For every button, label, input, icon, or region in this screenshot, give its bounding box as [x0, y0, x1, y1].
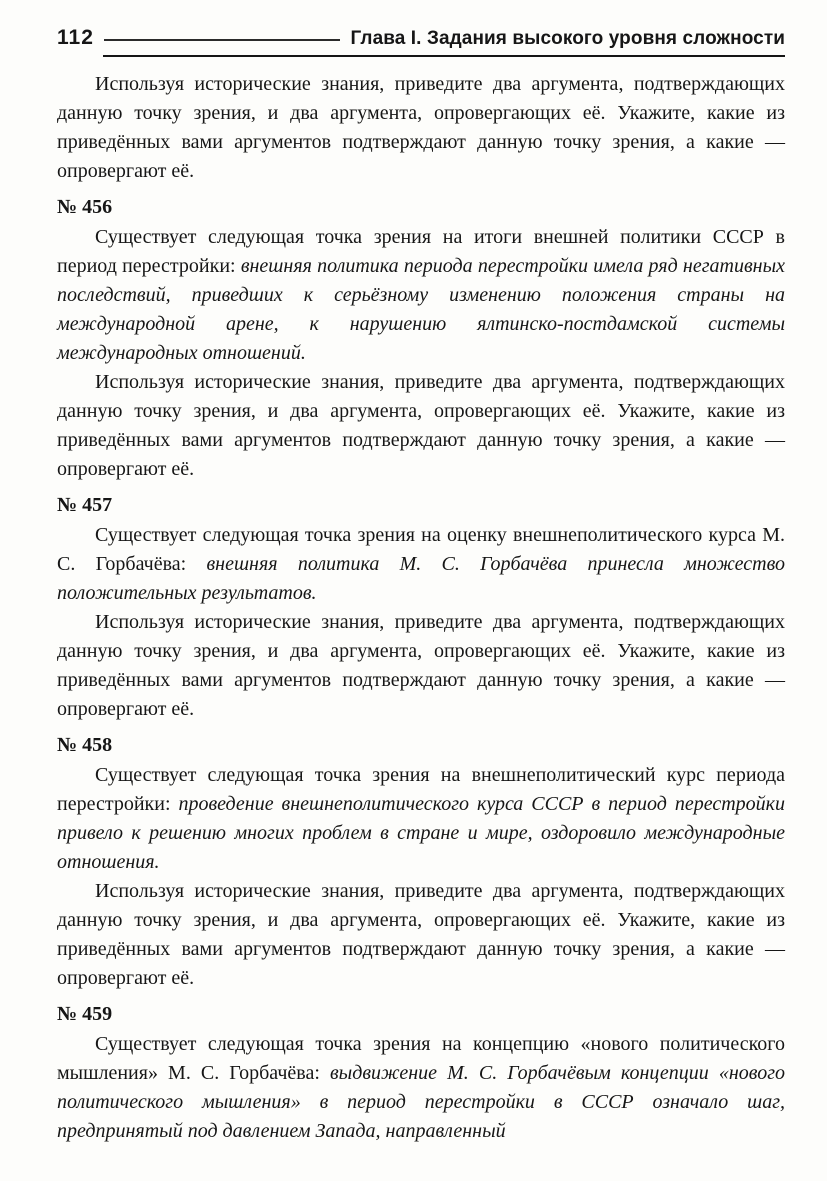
task-viewpoint-italic: проведение внешнеполитического курса СССР в период перестройки привело к решению многих проблем в стране и мире, оздоровило международные отношения.	[57, 793, 785, 873]
task-intro-text: Существует следующая точка зрения на концепцию «нового политического мышления» М. С. Горбачёва:	[57, 1033, 785, 1084]
task-viewpoint-italic: внешняя политика М. С. Горбачёва принесла множество положительных результатов.	[57, 553, 785, 604]
page-body	[57, 70, 785, 1146]
task-intro-text: Существует следующая точка зрения на оценку внешнеполитического курса М. С. Горбачёва:	[57, 524, 785, 575]
task-number: № 458	[57, 734, 113, 756]
task-intro-text: Существует следующая точка зрения на внешнеполитический курс периода перестройки:	[57, 764, 785, 815]
paragraph-followup-top: Используя исторические знания, приведите два аргумента, подтверждающих данную точку зрения, и два аргумента, опровергающих её. Укажите, какие из приведённых вами аргументов подтверждают данную точку зрения, а какие — опровергают её.	[57, 73, 785, 182]
task-statement-paragraph	[57, 521, 785, 608]
task-459	[57, 1000, 785, 1146]
task-statement-paragraph	[57, 1030, 785, 1146]
header-row	[57, 26, 785, 50]
task-viewpoint-italic: внешняя политика периода перестройки имела ряд негативных последствий, приведших к серьёзному изменению положения страны на международной арене, к нарушению ялтинско-постдамской системы международных отношений.	[57, 255, 785, 364]
task-statement-paragraph	[57, 223, 785, 368]
task-458	[57, 731, 785, 993]
task-number: № 456	[57, 196, 113, 218]
paragraph-followup: Используя исторические знания, приведите два аргумента, подтверждающих данную точку зрения, и два аргумента, опровергающих её. Укажите, какие из приведённых вами аргументов подтверждают данную точку зрения, а какие — опровергают её.	[57, 371, 785, 480]
task-number: № 459	[57, 1003, 113, 1025]
page-header	[57, 26, 785, 57]
task-456	[57, 193, 785, 484]
task-statement-paragraph	[57, 761, 785, 877]
header-gap-rule	[104, 39, 341, 41]
task-number: № 457	[57, 494, 113, 516]
task-457	[57, 491, 785, 724]
paragraph-followup: Используя исторические знания, приведите два аргумента, подтверждающих данную точку зрения, и два аргумента, опровергающих её. Укажите, какие из приведённых вами аргументов подтверждают данную точку зрения, а какие — опровергают её.	[57, 611, 785, 720]
running-head: Глава I. Задания высокого уровня сложности	[350, 28, 785, 49]
header-rule	[103, 55, 785, 57]
paragraph-followup: Используя исторические знания, приведите два аргумента, подтверждающих данную точку зрения, и два аргумента, опровергающих её. Укажите, какие из приведённых вами аргументов подтверждают данную точку зрения, а какие — опровергают её.	[57, 880, 785, 989]
task-intro-text: Существует следующая точка зрения на итоги внешней политики СССР в период перестройки:	[57, 226, 785, 277]
page-number: 112	[57, 26, 94, 49]
task-viewpoint-italic: выдвижение М. С. Горбачёвым концепции «нового политического мышления» в период перестройки в СССР означало шаг, предпринятый под давлением Запада, направленный	[57, 1062, 786, 1142]
